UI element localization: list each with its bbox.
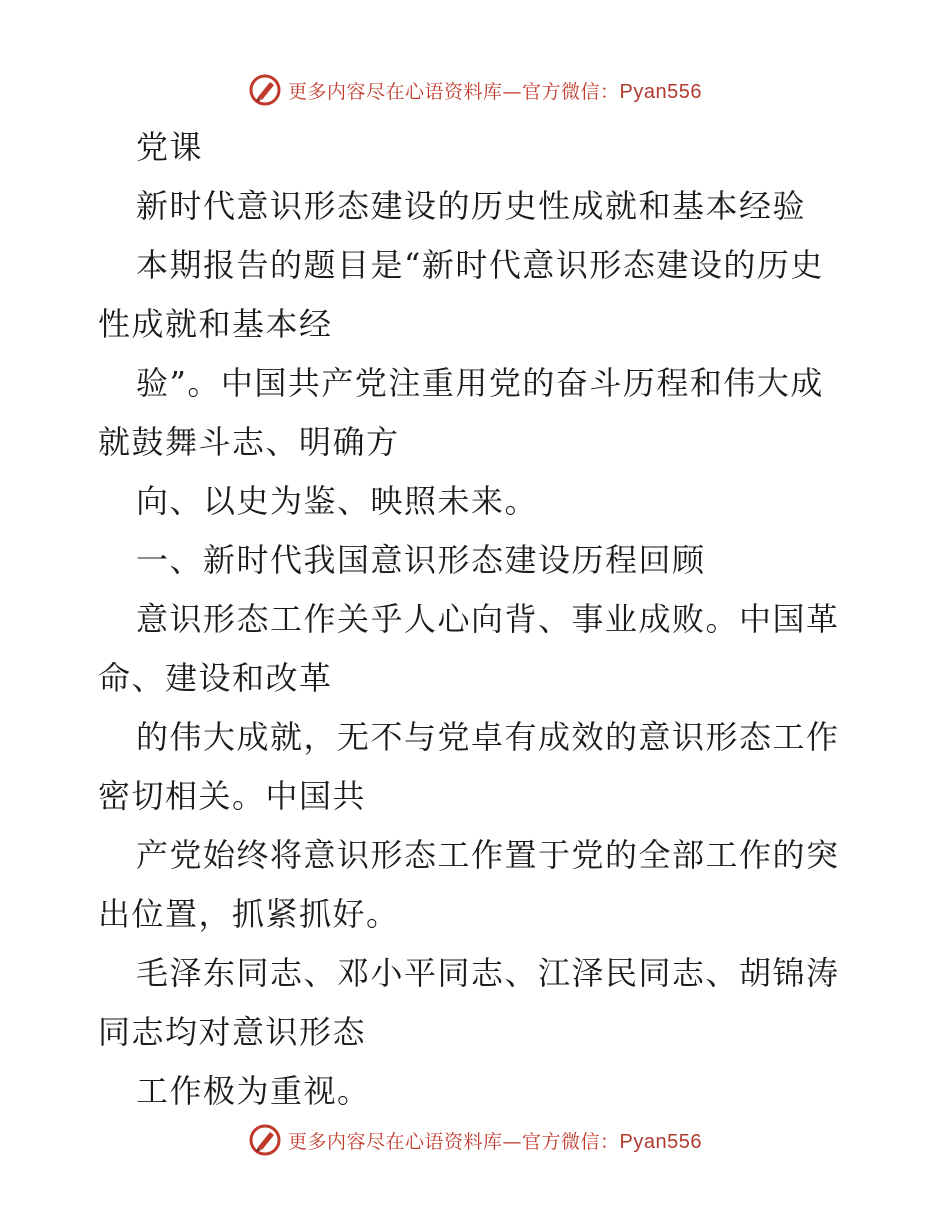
watermark-text: 更多内容尽在心语资料库—官方微信：Pyan556 bbox=[288, 80, 702, 103]
document-line: 同志均对意识形态 bbox=[98, 1013, 367, 1051]
document-line: 密切相关。中国共 bbox=[98, 777, 367, 815]
pen-circle-icon bbox=[248, 73, 282, 107]
document-line: 就鼓舞斗志、明确方 bbox=[98, 423, 400, 461]
document-line: 性成就和基本经 bbox=[98, 305, 333, 343]
document-line: 毛泽东同志、邓小平同志、江泽民同志、胡锦涛 bbox=[136, 954, 840, 992]
document-line: 本期报告的题目是“新时代意识形态建设的历史 bbox=[136, 246, 824, 284]
document-line: 向、以史为鉴、映照未来。 bbox=[136, 482, 539, 520]
document-line: 验”。中国共产党注重用党的奋斗历程和伟大成 bbox=[136, 364, 824, 402]
document-line: 产党始终将意识形态工作置于党的全部工作的突 bbox=[136, 836, 840, 874]
document-body bbox=[98, 118, 858, 1121]
pen-circle-icon bbox=[248, 1123, 282, 1157]
document-line: 出位置，抓紧抓好。 bbox=[98, 895, 400, 933]
document-line: 一、新时代我国意识形态建设历程回顾 bbox=[136, 541, 706, 579]
watermark-text: 更多内容尽在心语资料库—官方微信：Pyan556 bbox=[288, 1130, 702, 1153]
watermark-header bbox=[0, 70, 950, 110]
watermark-footer bbox=[0, 1120, 950, 1160]
document-line: 命、建设和改革 bbox=[98, 659, 333, 697]
document-line: 党课 bbox=[136, 128, 204, 166]
document-line: 的伟大成就，无不与党卓有成效的意识形态工作 bbox=[136, 718, 840, 756]
document-line: 工作极为重视。 bbox=[136, 1072, 371, 1110]
document-line: 新时代意识形态建设的历史性成就和基本经验 bbox=[136, 187, 807, 225]
document-line: 意识形态工作关乎人心向背、事业成败。中国革 bbox=[136, 600, 840, 638]
